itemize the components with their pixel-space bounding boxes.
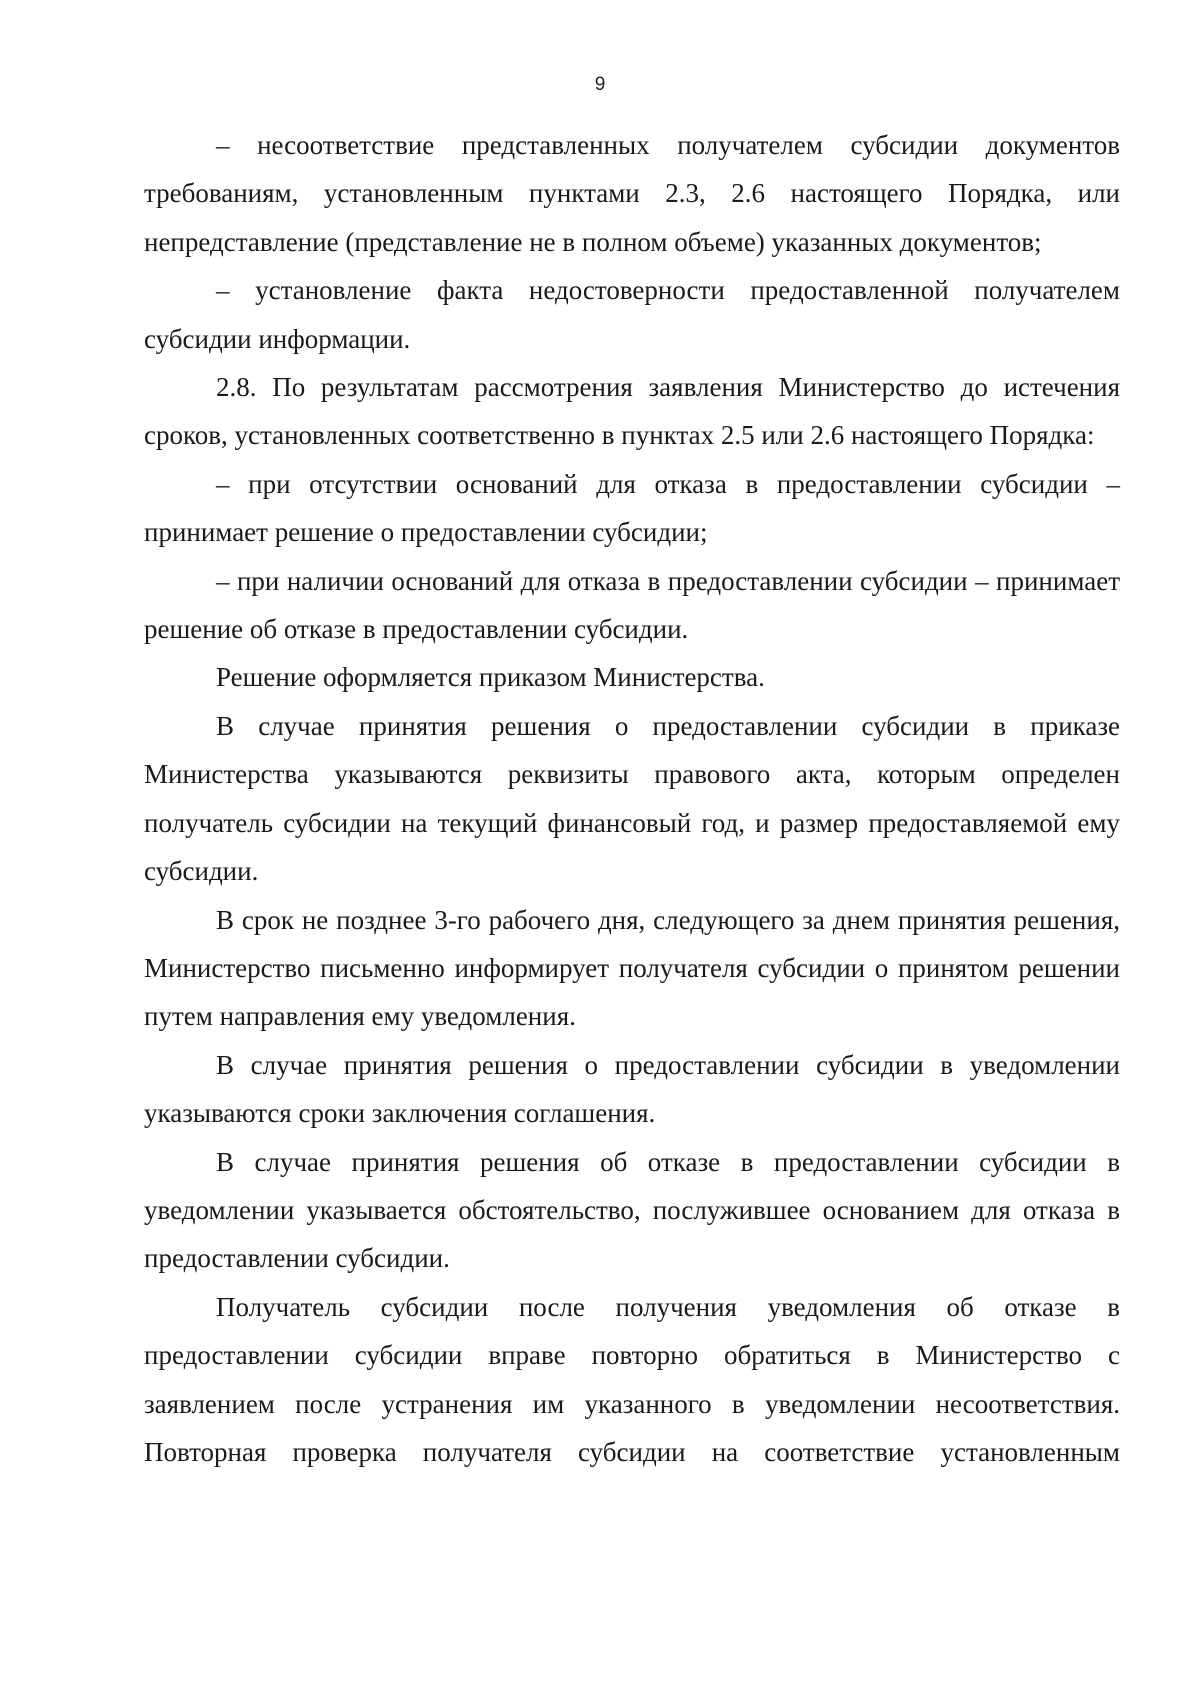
paragraph-grounds-for-refusal: – при наличии оснований для отказа в предоставлении субсидии – принимает решение об отказе в предоставлении субсидии. bbox=[144, 565, 1120, 645]
paragraph-order-contents: В случае принятия решения о предоставлении субсидии в приказе Министерства указываются реквизиты правового акта, которым определен получатель субсидии на текущий финансовый год, и размер предоставляемой ему субсидии. bbox=[144, 710, 1120, 887]
paragraph-notification-deadline: В срок не позднее 3-го рабочего дня, следующего за днем принятия решения, Министерство письменно информирует получателя субсидии о принятом решении путем направления ему уведомления. bbox=[144, 904, 1120, 1032]
page-number: 9 bbox=[594, 74, 606, 95]
paragraph-no-grounds-for-refusal: – при отсутствии оснований для отказа в предоставлении субсидии – принимает решение о предоставлении субсидии; bbox=[144, 468, 1120, 548]
document-body bbox=[144, 121, 1120, 1476]
paragraph-decision-by-order: Решение оформляется приказом Министерства. bbox=[216, 662, 765, 693]
paragraph-repeat-application: Получатель субсидии после получения уведомления об отказе в предоставлении субсидии вправе повторно обратиться в Министерство с заявлением после устранения им указанного в уведомлении несоответствия. Повторная проверка получателя субсидии на соответствие установленным bbox=[144, 1291, 1120, 1467]
paragraph-document-mismatch: – несоответствие представленных получателем субсидии документов требованиям, установленным пунктами 2.3, 2.6 настоящего Порядка, или непредставление (представление не в полном объеме) указанных документов; bbox=[144, 130, 1120, 257]
paragraph-agreement-terms: В случае принятия решения о предоставлении субсидии в уведомлении указываются сроки заключения соглашения. bbox=[144, 1049, 1120, 1129]
paragraph-2-8-review-results: 2.8. По результатам рассмотрения заявления Министерство до истечения сроков, установленных соответственно в пунктах 2.5 или 2.6 настоящего Порядка: bbox=[144, 372, 1120, 451]
paragraph-refusal-reason: В случае принятия решения об отказе в предоставлении субсидии в уведомлении указывается обстоятельство, послужившее основанием для отказа в предоставлении субсидии. bbox=[144, 1146, 1120, 1274]
paragraph-false-information: – установление факта недостоверности предоставленной получателем субсидии информации. bbox=[144, 275, 1120, 354]
